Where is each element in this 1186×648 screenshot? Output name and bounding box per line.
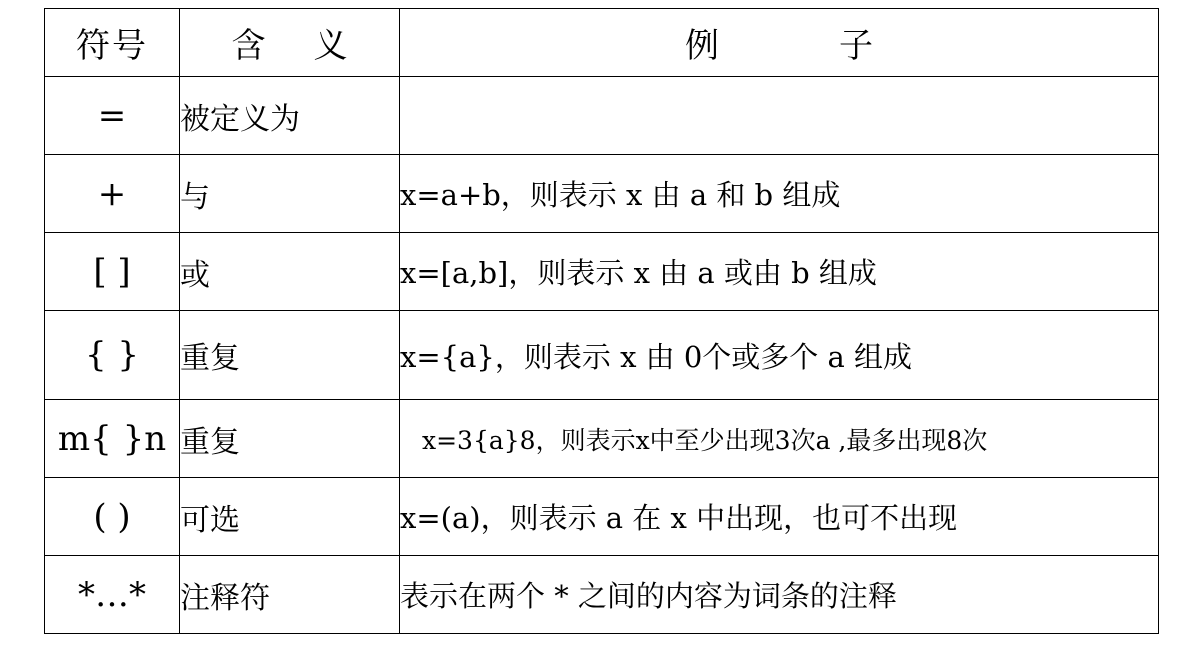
header-meaning-right: 义 (313, 26, 348, 66)
meaning-cell: 或 (180, 233, 400, 311)
header-meaning (180, 9, 400, 77)
table-row (45, 311, 1159, 400)
symbol-cell: [ ] (45, 233, 180, 311)
table-row (45, 77, 1159, 155)
meaning-cell: 注释符 (180, 556, 400, 634)
meaning-cell: 重复 (180, 311, 400, 400)
table-row (45, 400, 1159, 478)
table-row (45, 155, 1159, 233)
example-cell: x=(a)，则表示 a 在 x 中出现，也可不出现 (400, 478, 1159, 556)
symbol-cell: *…* (45, 556, 180, 634)
header-example-left: 例 (685, 26, 719, 66)
table-row (45, 556, 1159, 634)
table-row (45, 233, 1159, 311)
symbol-cell: m{ }n (45, 400, 180, 478)
example-cell: x={a}，则表示 x 由 0个或多个 a 组成 (400, 311, 1159, 400)
symbol-cell: + (45, 155, 180, 233)
example-cell (400, 77, 1159, 155)
example-cell: x=a+b，则表示 x 由 a 和 b 组成 (400, 155, 1159, 233)
meaning-cell: 重复 (180, 400, 400, 478)
meaning-cell: 被定义为 (180, 77, 400, 155)
header-example-right: 子 (839, 26, 873, 66)
symbol-cell: { } (45, 311, 180, 400)
table-header-row (45, 9, 1159, 77)
symbol-cell: ( ) (45, 478, 180, 556)
meaning-cell: 可选 (180, 478, 400, 556)
header-example (400, 9, 1159, 77)
meaning-cell: 与 (180, 155, 400, 233)
table-row (45, 478, 1159, 556)
example-cell: x=[a,b]，则表示 x 由 a 或由 b 组成 (400, 233, 1159, 311)
example-cell: 表示在两个 * 之间的内容为词条的注释 (400, 556, 1159, 634)
symbol-cell: = (45, 77, 180, 155)
header-meaning-left: 含 (231, 26, 266, 66)
header-symbol: 符号 (45, 9, 180, 77)
example-cell: x=3{a}8，则表示x中至少出现3次a ,最多出现8次 (400, 400, 1159, 478)
notation-table (44, 8, 1159, 634)
